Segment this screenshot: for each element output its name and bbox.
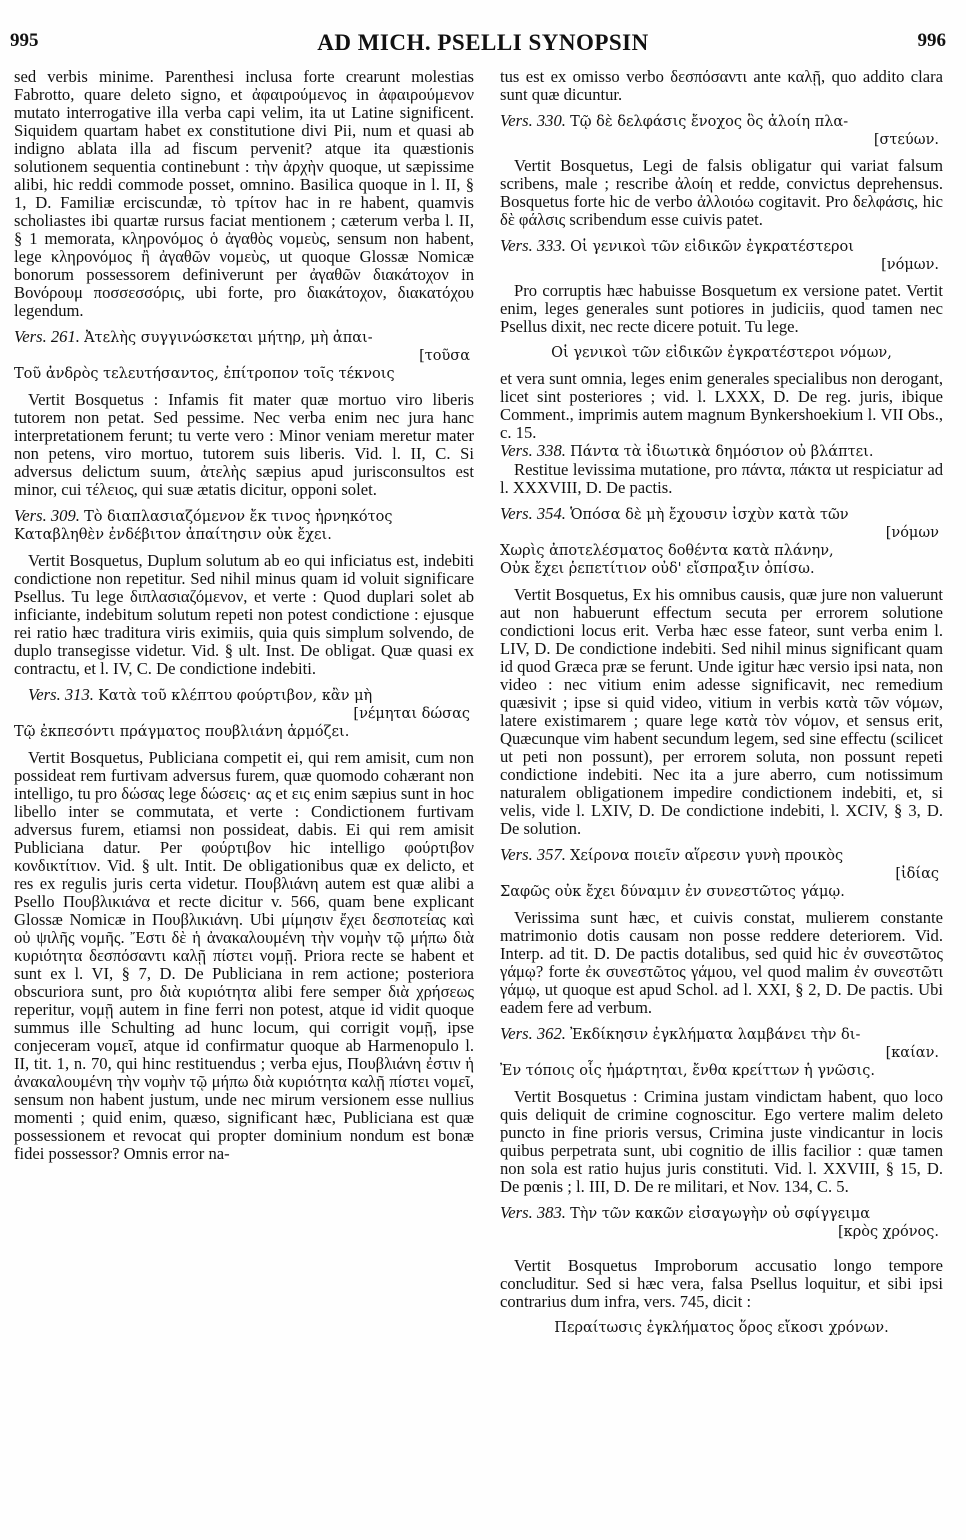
- greek-verse: Τοῦ ἀνδρὸς τελευτήσαντος, ἐπίτροπον τοῖς τέκνοις: [14, 366, 395, 382]
- verse-label: Vers. 309.: [14, 506, 80, 525]
- verse-label: Vers. 338.: [500, 441, 566, 460]
- verse-label: Vers. 333.: [500, 236, 566, 255]
- verse-label: Vers. 362.: [500, 1024, 566, 1043]
- page-number-left: 995: [10, 30, 39, 51]
- verse-label: Vers. 261.: [14, 327, 80, 346]
- greek-verse: Οὐκ ἔχει ῥεπετίτιον οὐδ' εἴσπραξιν ὀπίσω.: [500, 561, 815, 577]
- greek-verse-continuation: [ἰδίας: [895, 866, 939, 882]
- greek-verse-continuation: [στεύων.: [873, 132, 939, 148]
- verse-quote-333: [500, 237, 943, 274]
- greek-verse-continuation: [κρὸς χρόνος.: [837, 1224, 939, 1240]
- verse-label: Vers. 330.: [500, 111, 566, 130]
- paragraph: Vertit Bosquetus, Publiciana competit ei, qui rem amisit, cum non possideat rem furtivam adversus furem, quæ quomodo cohærant non intelligo, tu pro δώσας lege δώσεις· ας et εις enim sæpius sunt in hoc libello inter se commutata, et verte : Condictionem furtivam adversus furem, etiamsi non possideat, dabis. Ei qui rem amisit Publiciana datur. Per φούρτιβον hic intelligo φούρτιβον κονδικτίτιον. Vid. § ult. Intit. De obligationibus quæ ex delicto, et res ex regulis juris certa videtur. Πουβλιάνη autem est quæ alibi a Psello Πουβλικιάνα et recte dicitur v. 566, quam bene explicant Glossæ Nomicæ in Πουβλικιάνη. Ubi μίμησιν ἔχει δεσποτείας καὶ οὐ ψιλῆς νομῆς. Ἔστι δὲ ἡ ἀνακαλουμένη τὴν νομὴν τῷ μήπω διὰ κυριότητα δεσπόσαντι καλῇ πίστει νομῇ. Priora recte se habent et sunt ex l. VI, § 7, D. De Publiciana in rem actione; posteriora obscuriora sunt, pro διὰ κυριότητα alibi fere semper διὰ χρήσεως reperitur, νομῇ autem in fine ferri non potest, atque id vidit quoque summus ille Schulting ad hunc locum, qui corrigit νομῇ, ipse conjeceram νομεῖ, atque id confirmatur quoque ab Harmenopulo l. II, tit. 1, n. 70, qui hinc restituendus ; verba ejus, Πουβλιάνη ἐστιν ἡ ἀνακαλουμένη τὴν νομὴν τῷ μήπω διὰ κυριότητα καλῇ πίστει νομεῖ, sensum non habent justum, unde nec mirum versionem esse nullius momenti ; quid enim, quæso, significant hæc, Publiciana est quæ possessionem et revocat qui propter dominium nondum est bonæ fidei possessor? Omnis error na-: [14, 748, 474, 1163]
- greek-verse: Χωρὶς ἀποτελέσματος δοθέντα κατὰ πλάνην,: [500, 543, 834, 559]
- page-number-right: 996: [917, 30, 946, 51]
- greek-verse: Τὴν τῶν κακῶν εἰσαγωγὴν οὐ σφίγγειμα: [570, 1206, 871, 1222]
- greek-verse: Ὁπόσα δὲ μὴ ἔχουσιν ἰσχὺν κατὰ τῶν: [570, 507, 849, 523]
- verse-label: Vers. 354.: [500, 504, 566, 523]
- verse-quote-362: [500, 1025, 943, 1080]
- verse-label: Vers. 383.: [500, 1203, 566, 1222]
- verse-quote-330: [500, 112, 943, 149]
- greek-verse-continuation: [καίαν.: [885, 1045, 939, 1061]
- greek-verse-continuation: [νόμων.: [881, 257, 939, 273]
- left-column: [14, 68, 474, 1163]
- greek-verse: Ἐν τόποις οἷς ἡμάρτηται, ἔνθα κρείττων ἡ γνῶσις.: [500, 1063, 875, 1079]
- verse-quote-357: [500, 846, 943, 901]
- verse-quote-383: [500, 1204, 943, 1241]
- paragraph: Vertit Bosquetus, Ex his omnibus causis, quæ jure non valuerunt aut non habuerunt effectum secuta per errorem solutione condictioni locus erit. Verba hæc esse fateor, sunt verba enim l. LIV, D. De condictione indebiti. Sed nihil minus significant quam id quod Græca præ se ferunt. Unde igitur hæc versio ipsi nata, non video : nec vitium enim adesse significavit, nec remedium quæsivit ; ipse si quid video, vitium in verbis κατὰ τῶν νόμων, latere existimarem ; quare lege κατὰ τὸν νόμον, et sensus erit, Quæcunque vim habent secundum legem, sed sine effectu (scilicet ut peti non possunt), per errorem soluta, non possunt repeti condictione indebiti. Nec ita a jure aberro, cum notissimum naturalem obligationem impedire condictionem indebiti, et, si velis, vide l. LXIV, D. De condictione indebiti, l. XCIV, § 3, D. De solution.: [500, 585, 943, 838]
- greek-verse: Καταβληθὲν ἐνδέβιτον ἀπαίτησιν οὐκ ἔχει.: [14, 527, 332, 543]
- paragraph: Verissima sunt hæc, et cuivis constat, mulierem constante matrimonio dotis causam non posse reddere deteriorem. Vid. Interp. ad tit. D. De pactis dotalibus, sed quid hic ἐν συνεστῶτος γάμῳ? forte ἐκ συνεστῶτος γάμου, vel quod malim ἐν συνεστῶτι γάμῳ, ut quoque est apud Schol. ad l. XXI, § 2, D. De pactis. Ubi eadem fere ad verbum.: [500, 908, 943, 1017]
- greek-verse: Τὸ διαπλασιαζόμενον ἔκ τινος ἠρνηκότος: [84, 509, 393, 525]
- paragraph: Vertit Bosquetus : Crimina justam vindictam habent, quo loco quis deliquit de crimine cognoscitur. Ego vertere malim deleto puncto in fine prioris versus, Crimina juste vindicantur in locis quibus perpetrata sunt, ubi cognitio de illis facilior : quæ tamen non sola est ratio hujus juris constituti. Vid. l. XXVIII, § 15, D. De pœnis ; l. III, D. De re militari, et Nov. 134, C. 5.: [500, 1087, 943, 1196]
- greek-verse-745: Περαίτωσις ἐγκλήματος ὅρος εἴκοσι χρόνων.: [554, 1320, 889, 1336]
- verse-quote-309: [14, 507, 474, 544]
- greek-correction: Οἱ γενικοὶ τῶν εἰδικῶν ἐγκρατέστεροι νόμων,: [551, 345, 892, 361]
- paragraph: Vertit Bosquetus Improborum accusatio longo tempore concluditur. Sed si hæc vera, falsa Psellus loquitur, et sibi ipsi contrarius dum infra, vers. 745, dicit :: [500, 1256, 943, 1311]
- verse-label: Vers. 357.: [500, 845, 566, 864]
- greek-verse-continuation: [νέμηται δώσας: [353, 706, 470, 722]
- paragraph: sed verbis minime. Parenthesi inclusa forte crearunt molestias Fabrotto, quare deleto signo, et ἀφαιρούμενος in ἀφαιρούμενον mutato interrogative illa verba capi velim, ita ut Latine significent. Siquidem quartam habet ex constitutione divi Pii, num et quasi ab indigno ablata illa ad fiscum pervenit? atque ita quæstionis solutionem sequentia continebunt : τὴν ἀρχὴν quoque, ut sæpissime alibi, hic reddi commode posset, omnino. Basilica quoque in l. II, § 1, D. Familiæ erciscundæ, τὸ τρίτον hac in re habent, quamvis scholiastes ibi quartæ rursus faciat mentionem ; cæterum verba l. II, § 1 memorata, κληρονόμος ὁ ἀγαθὸς νομεὺς, sensum non habent, lege κληρονόμος ἢ ἀγαθῶν νομεὺς, ut quoque Glossæ Nomicæ bonorum possessorem definiverunt per ἀγαθῶν διακάτοχον in Βονόρουμ ποσσεσσόρις, ubi forte, pro διακάτοχον, διακατόχου legendum.: [14, 67, 474, 320]
- paragraph: tus est ex omisso verbo δεσπόσαντι ante καλῇ, quo addito clara sunt quæ dicuntur.: [500, 67, 943, 104]
- right-column: [500, 68, 943, 1337]
- page-header: [0, 30, 966, 64]
- paragraph: et vera sunt omnia, leges enim generales specialibus non derogant, licet sint posteriores ; vid. l. LXXX, D. De reg. juris, ibique Comment., imprimis autem magnum Bynkershoekium l. VII Obs., c. 15.: [500, 369, 943, 442]
- verse-quote-338: [500, 442, 943, 461]
- greek-verse: Ἀτελὴς συγγινώσκεται μήτηρ, μὴ ἀπαι-: [84, 330, 373, 346]
- greek-verse-continuation: [νόμων: [885, 525, 939, 541]
- verse-quote-354: [500, 505, 943, 578]
- greek-verse: Χείρονα ποιεῖν αἵρεσιν γυνὴ προικὸς: [570, 848, 844, 864]
- paragraph: Vertit Bosquetus, Duplum solutum ab eo qui inficiatus est, indebiti condictione non repetitur. Sed nihil minus quam id voluit significare Psellus. Tu lege διπλασιαζόμενον, et verte : Quod duplari solet ab inficiante, indebitum solutum repeti non potest condictione : ejusque rei ratio hæc traditura viris eximiis, quia quis simplum solvendo, de duplo transegisse videtur. Vid. § ult. Inst. De obligat. Quæ quasi ex contractu, et l. IV, C. De condictione indebiti.: [14, 551, 474, 678]
- greek-verse: Σαφῶς οὐκ ἔχει δύναμιν ἐν συνεστῶτος γάμῳ.: [500, 884, 845, 900]
- paragraph: Vertit Bosquetus : Infamis fit mater quæ mortuo viro liberis tutorem non petat. Sed pessime. Nec verba enim nec jura hanc interpretationem ferunt; tu verte vero : Minor veniam meretur mater non petens, viro mortuo, tutorem suis liberis. Vid. l. II, C. Si adversus delictum suum, ἀτελὴς sæpius apud jurisconsultos est minor, cui τέλειος, qui suæ ætatis dicitur, opponi solet.: [14, 390, 474, 499]
- paragraph: Pro corruptis hæc habuisse Bosquetum ex versione patet. Vertit enim, leges generales sunt potiores in judiciis, quod tamen nec Psellus dixit, nec recte dicere potuit. Tu lege.: [500, 281, 943, 336]
- running-title: AD MICH. PSELLI SYNOPSIN: [317, 30, 649, 55]
- greek-verse: Πάντα τὰ ἰδιωτικὰ δημόσιον οὐ βλάπτει.: [570, 444, 874, 460]
- verse-label: Vers. 313.: [28, 685, 94, 704]
- greek-verse: Τῷ δὲ δελφάσις ἔνοχος ὃς ἀλοίη πλα-: [570, 114, 849, 130]
- paragraph: Restitue levissima mutatione, pro πάντα, πάκτα ut respiciatur ad l. XXXVIII, D. De pactis.: [500, 460, 943, 497]
- greek-verse: Οἱ γενικοὶ τῶν εἰδικῶν ἐγκρατέστεροι: [570, 239, 854, 255]
- paragraph: Vertit Bosquetus, Legi de falsis obligatur qui variat falsum scribens, male ; rescribe ἀλοίη et redde, convictus deprehensus. Bosquetus forte hic de verbo ἀλλοιόω cogitavit. Pro δελφάσις, hic δὲ φάλσις scribendum esse cuivis patet.: [500, 156, 943, 229]
- greek-verse: Κατὰ τοῦ κλέπτου φούρτιβον, κἂν μὴ: [98, 688, 373, 704]
- verse-quote-313: [14, 686, 474, 741]
- greek-verse-continuation: [τοῦσα: [419, 348, 470, 364]
- greek-verse: Τῷ ἐκπεσόντι πράγματος πουβλιάνη ἁρμόζει.: [14, 724, 350, 740]
- verse-quote-261: [14, 328, 474, 383]
- greek-verse: Ἐκδίκησιν ἐγκλήματα λαμβάνει τὴν δι-: [570, 1027, 861, 1043]
